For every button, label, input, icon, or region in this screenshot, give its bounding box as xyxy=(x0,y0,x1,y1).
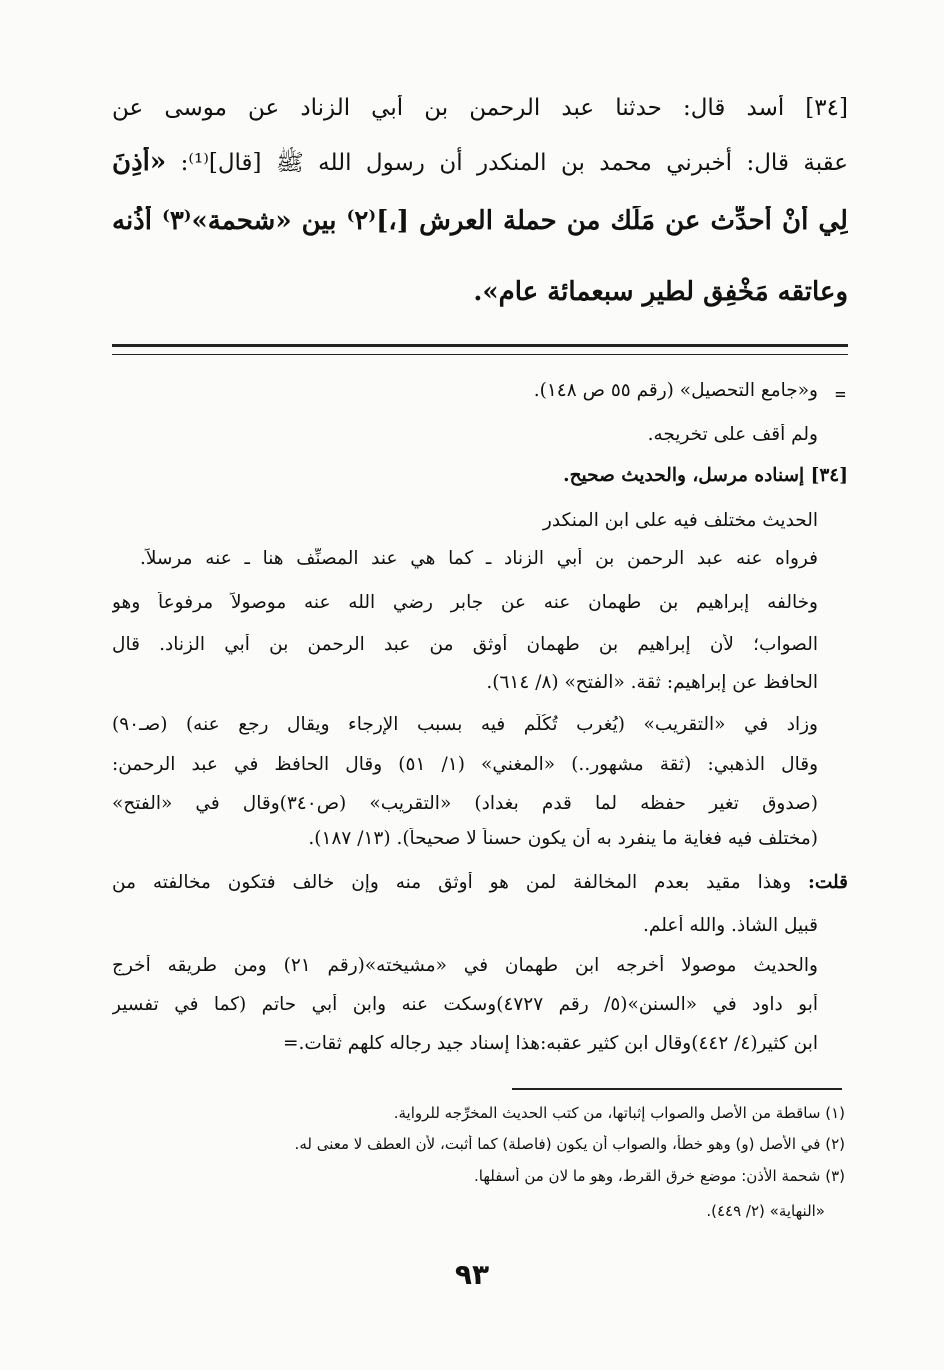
commentary-line-16: أبو داود في «السنن»(٥/ رقم ٤٧٢٧)وسكت عنه وابن أبي حاتم (كما في تفسير xyxy=(112,994,818,1015)
footnote-1: (١) ساقطة من الأصل والصواب إثباتها، من كتب الحديث المخرِّجه للرواية. xyxy=(393,1104,845,1122)
footnote-separator xyxy=(512,1088,842,1090)
commentary-line-6: وخالفه إبراهيم بن طهمان عنه عن جابر رضي الله عنه موصولاً مرفوعاً وهو xyxy=(112,592,818,613)
commentary-line-13-text: وهذا مقيد بعدم المخالفة لمن هو أوثق منه وإن خالف فتكون مخالفته من xyxy=(112,872,809,893)
separator-thin xyxy=(112,354,848,355)
hadith-line-2-bold: «أُذِنَ xyxy=(112,147,167,177)
commentary-line-17: ابن كثير(٤/ ٤٤٢)وقال ابن كثير عقبه:هذا إسناد جيد رجاله كلهم ثقات.= xyxy=(282,1033,818,1054)
commentary-line-10: وقال الذهبي: (ثقة مشهور..) «المغني» (١/ ٥١) وقال الحافظ في عبد الرحمن: xyxy=(112,754,818,775)
hadith-line-2-text: عقبة قال: أخبرني محمد بن المنكدر أن رسول الله ﷺ [قال]⁽¹⁾: xyxy=(166,150,848,176)
footnote-4: «النهاية» (٢/ ٤٤٩). xyxy=(706,1202,825,1220)
hadith-line-4 xyxy=(412,277,848,307)
hadith-line-4-bold: وعاتقه مَخْفِق لطيرٍ سبعمائة عام». xyxy=(473,277,848,307)
hadith-line-1: [٣٤] أسد قال: حدثنا عبد الرحمن بن أبي الزناد عن موسى عن xyxy=(112,95,848,121)
footnote-3: (٣) شحمة الأذن: موضع خرق القرط، وهو ما لان من أسفلها. xyxy=(474,1167,845,1185)
commentary-line-4: الحديث مختلف فيه على ابن المنكدر xyxy=(542,510,818,531)
commentary-line-1: و«جامع التحصيل» (رقم ٥٥ ص ١٤٨). xyxy=(533,380,818,401)
hadith-line-3 xyxy=(112,206,848,236)
commentary-line-5: فرواه عنه عبد الرحمن بن أبي الزناد ـ كما هي عند المصنِّف هنا ـ عنه مرسلاً. xyxy=(140,548,818,569)
continuation-marker: = xyxy=(835,384,846,405)
commentary-line-12: (مختلف فيه فغاية ما ينفرد به أن يكون حسناً لا صحيحاً). (١٣/ ١٨٧). xyxy=(308,828,818,849)
commentary-line-11: (صدوق تغير حفظه لما قدم بغداد) «التقريب» (ص٣٤٠)وقال في «الفتح» xyxy=(112,793,818,814)
commentary-line-13 xyxy=(112,872,848,893)
commentary-line-14: قبيل الشاذ. والله أعلم. xyxy=(643,915,818,936)
commentary-line-7: الصواب؛ لأن إبراهيم بن طهمان أوثق من عبد الرحمن بن أبي الزناد. قال xyxy=(112,634,818,655)
footnote-2: (٢) في الأصل (و) وهو خطأ، والصواب أن يكون (فاصلة) كما أثبت، لأن العطف لا معنى له. xyxy=(294,1135,845,1153)
commentary-line-15: والحديث موصولا أخرجه ابن طهمان في «مشيخته»(رقم ٢١) ومن طريقه أخرج xyxy=(112,955,818,976)
commentary-line-8: الحافظ عن إبراهيم: ثقة. «الفتح» (٨/ ٦١٤). xyxy=(486,672,818,693)
commentary-line-3 xyxy=(400,465,848,486)
hadith-line-2 xyxy=(112,147,848,182)
page-number: ٩٣ xyxy=(454,1258,490,1291)
commentary-line-2: ولم أقف على تخريجه. xyxy=(647,424,818,445)
qultu-label: قلت: xyxy=(808,872,848,893)
commentary-heading: [٣٤] إسناده مرسل، والحديث صحيح. xyxy=(563,465,848,486)
separator-thick xyxy=(112,344,848,347)
commentary-line-9: وزاد في «التقريب» (يُغرب تُكُلِّم فيه بسبب الإرجاء ويقال رجع عنه) (صـ٩٠) xyxy=(112,714,818,735)
hadith-line-3-bold: لِي أنْ أُحدِّث عن مَلَك من حملة العرشِ [،]⁽٢⁾ بين «شحمة»⁽٣⁾ أُذُنه xyxy=(112,206,848,236)
